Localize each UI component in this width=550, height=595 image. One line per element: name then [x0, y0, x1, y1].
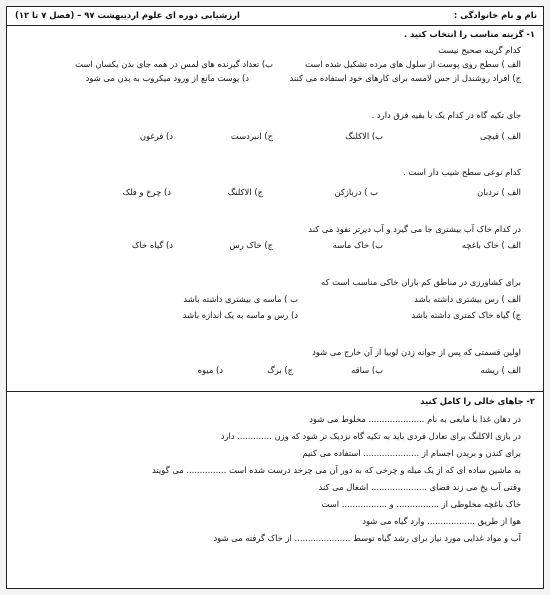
- q5-option-c[interactable]: ج) گیاه خاک کمتری داشته باشد: [411, 310, 521, 320]
- q4-option-c[interactable]: ج) خاک رس: [229, 240, 273, 250]
- q1-option-a[interactable]: الف ) سطح روی پوست از سلول های مرده تشکیل شده است: [305, 59, 521, 69]
- q5-stem: برای کشاورزی در مناطق کم باران خاکی مناسب است که: [321, 277, 521, 287]
- fill-blank-item: به ماشین ساده ای که از یک میله و چرخی که به دور آن می چرخد درست شده است ............... می گویند: [152, 465, 521, 475]
- q3-stem: کدام نوعی سطح شیب دار است .: [403, 167, 521, 177]
- q3-option-c[interactable]: ج) الاکلنگ: [227, 187, 263, 197]
- q2-option-a[interactable]: الف ) قیچی: [479, 131, 521, 141]
- section1-heading: ۱- گزینه مناسب را انتخاب کنید .: [403, 29, 535, 39]
- fill-blank-item: در بازی الاکلنگ برای تعادل فردی باید به تکیه گاه نزدیک تر شود که وزن ............. دارد: [220, 431, 521, 441]
- q2-option-c[interactable]: ج) انبردست: [230, 131, 273, 141]
- q3-option-d[interactable]: د) چرخ و فلک: [122, 187, 171, 197]
- q1-option-c[interactable]: ج) افراد روشندل از حس لامسه برای کارهای خود استفاده می کنند: [289, 73, 521, 83]
- q3-option-a[interactable]: الف ) نردبان: [477, 187, 521, 197]
- q5-option-d[interactable]: د) رس و ماسه به یک اندازه باشد: [182, 310, 298, 320]
- fill-blank-item: خاک باغچه مخلوطی از ................ و ................. است: [321, 499, 521, 509]
- q2-stem: جای تکیه گاه در کدام یک با بقیه فرق دارد .: [371, 110, 521, 120]
- header: [7, 7, 543, 26]
- fill-blank-item: برای کندن و بریدن اجسام از ..................... استفاده می کنیم: [302, 448, 521, 458]
- q5-option-b[interactable]: ب ) ماسه ی بیشتری داشته باشد: [183, 294, 298, 304]
- section2-heading: ۲- جاهای خالی را کامل کنید: [420, 396, 535, 406]
- q5-option-a[interactable]: الف ) رس بیشتری داشته باشد: [414, 294, 521, 304]
- exam-title: ارزشیابی دوره ای علوم اردیبهشت ۹۷ – (فصل ۷ تا ۱۲): [15, 10, 240, 20]
- worksheet: [6, 6, 544, 589]
- q6-option-b[interactable]: ب) ساقه: [351, 365, 383, 375]
- q4-option-b[interactable]: ب) خاک ماسه: [332, 240, 383, 250]
- fill-blank-item: وقتی آب یخ می زند فضای ..................... اشغال می کند: [318, 482, 521, 492]
- q6-stem: اولین قسمتی که پس از جوانه زدن لوبیا از آن خارج می شود: [312, 347, 521, 357]
- q4-stem: در کدام خاک آب بیشتری جا می گیرد و آب دیرتر نفوذ می کند: [308, 224, 521, 234]
- q4-option-a[interactable]: الف ) خاک باغچه: [461, 240, 521, 250]
- q6-option-a[interactable]: الف ) ریشه: [480, 365, 521, 375]
- student-name-label: نام و نام خانوادگی :: [453, 10, 537, 20]
- fill-blank-item: هوا از طریق .................. وارد گیاه می شود: [362, 516, 521, 526]
- q2-option-b[interactable]: ب) الاکلنگ: [345, 131, 383, 141]
- q6-option-d[interactable]: د) میوه: [197, 365, 223, 375]
- fill-blank-item: آب و مواد غذایی مورد نیاز برای رشد گیاه توسط ..................... از خاک گرفته می شود: [213, 533, 521, 543]
- q1-option-b[interactable]: ب) تعداد گیرنده های لمس در همه جای بدن یکسان است: [75, 59, 273, 69]
- q6-option-c[interactable]: ج) برگ: [267, 365, 293, 375]
- q2-option-d[interactable]: د) فرغون: [139, 131, 173, 141]
- q1-stem: کدام گزینه صحیح نیست: [438, 45, 521, 55]
- fill-blank-item: در دهان غذا با مایعی به نام ..................... مخلوط می شود: [309, 414, 521, 424]
- q4-option-d[interactable]: د) گیاه خاک: [132, 240, 173, 250]
- q1-option-d[interactable]: د) پوست مانع از ورود میکروب به بدن می شود: [85, 73, 249, 83]
- q3-option-b[interactable]: ب ) دربازکن: [334, 187, 378, 197]
- section2-divider: [7, 391, 543, 392]
